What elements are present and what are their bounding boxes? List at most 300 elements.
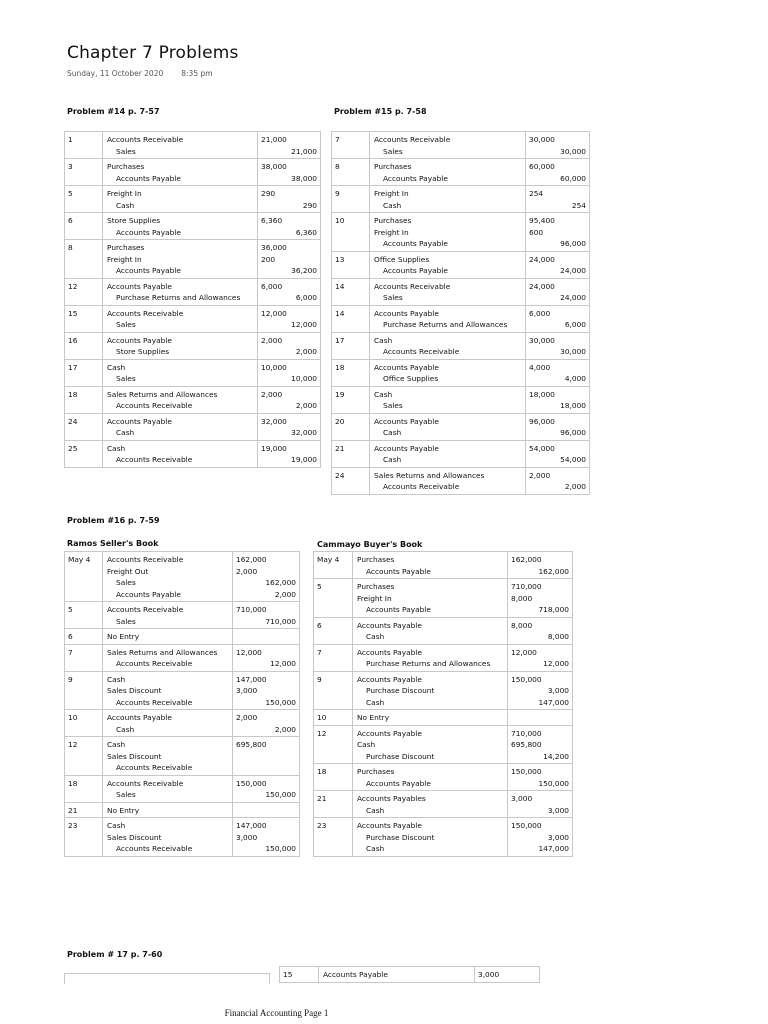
debit-account-name: Freight In — [107, 189, 142, 198]
debit-account-name: Cash — [107, 740, 126, 749]
entry-date: 12 — [314, 725, 353, 764]
entry-date: 20 — [332, 413, 370, 440]
entry-amounts — [526, 386, 590, 413]
debit-account-name: No Entry — [107, 632, 140, 641]
debit-account-name: Accounts Receivable — [374, 135, 451, 144]
entry-accounts — [353, 764, 508, 791]
debit-amount: 21,000 — [261, 135, 287, 144]
debit-amount: 12,000 — [236, 647, 262, 657]
entry-amounts — [508, 710, 573, 726]
journal-entry-row — [332, 186, 590, 213]
journal-entry-row — [65, 818, 300, 857]
entry-date: 21 — [65, 802, 103, 818]
credit-account-name: Cash — [383, 200, 402, 210]
credit-account-name: Cash — [383, 428, 402, 437]
debit-amount: 695,800 — [236, 740, 267, 749]
credit-account-name: Cash — [383, 455, 402, 464]
entry-accounts — [103, 278, 258, 305]
debit-account-name: Purchases — [374, 162, 412, 171]
entry-amounts — [526, 413, 590, 440]
debit-amount: 6,000 — [261, 281, 283, 291]
debit-amount: 3,000 — [236, 832, 258, 842]
credit-account-name: Purchase Discount — [366, 686, 435, 695]
entry-accounts — [319, 967, 475, 983]
journal-entry-row — [332, 386, 590, 413]
credit-account-name: Accounts Payable — [116, 589, 181, 599]
debit-account-name: Cash — [357, 740, 376, 749]
journal-entry-row — [314, 791, 573, 818]
credit-account-name: Accounts Payable — [383, 173, 448, 183]
debit-amount: 6,360 — [261, 216, 283, 225]
journal-entry-row — [65, 132, 321, 159]
credit-account-name: Accounts Receivable — [383, 347, 460, 356]
credit-account-name: Accounts Receivable — [116, 659, 193, 668]
debit-amount: 2,000 — [236, 713, 258, 722]
entry-amounts — [233, 737, 300, 776]
debit-account-name: Freight In — [357, 593, 392, 603]
entry-amounts — [508, 764, 573, 791]
entry-amounts — [258, 240, 321, 279]
entry-date: 9 — [65, 671, 103, 710]
entry-amounts — [233, 710, 300, 737]
credit-account-name: Accounts Payable — [366, 778, 431, 788]
entry-date: 17 — [332, 332, 370, 359]
entry-date: 7 — [314, 644, 353, 671]
credit-amount: 254 — [571, 200, 586, 210]
entry-date: 14 — [332, 278, 370, 305]
debit-account-name: Accounts Payable — [357, 647, 422, 657]
debit-amount: 710,000 — [236, 605, 267, 614]
credit-account-name: Sales — [383, 401, 403, 410]
entry-amounts — [258, 159, 321, 186]
debit-amount: 150,000 — [511, 674, 542, 684]
credit-amount: 12,000 — [543, 659, 569, 668]
entry-date: 10 — [65, 710, 103, 737]
journal-entry-row — [65, 413, 321, 440]
entry-amounts — [526, 278, 590, 305]
debit-account-name: Accounts Receivable — [107, 135, 184, 144]
page-title: Chapter 7 Problems — [67, 43, 239, 63]
debit-account-name: Accounts Receivable — [374, 281, 451, 291]
credit-account-name: Store Supplies — [116, 347, 170, 356]
entry-amounts — [233, 802, 300, 818]
credit-amount: 18,000 — [560, 401, 586, 410]
debit-account-name: Accounts Payable — [357, 821, 422, 830]
entry-date: 6 — [65, 213, 103, 240]
debit-account-name: Accounts Payable — [374, 308, 439, 318]
entry-date: 12 — [65, 278, 103, 305]
credit-account-name: Accounts Payable — [366, 566, 431, 576]
entry-date: 3 — [65, 159, 103, 186]
credit-account-name: Cash — [366, 844, 385, 853]
credit-amount: 2,000 — [295, 347, 317, 356]
entry-amounts — [258, 386, 321, 413]
entry-accounts — [370, 278, 526, 305]
credit-amount: 150,000 — [265, 790, 296, 799]
problem-17-right-journal-table — [279, 966, 540, 983]
entry-accounts — [103, 818, 233, 857]
credit-amount: 3,000 — [547, 686, 569, 695]
entry-date: 7 — [65, 644, 103, 671]
journal-entry-row — [332, 251, 590, 278]
credit-account-name: Sales — [116, 374, 136, 383]
credit-account-name: Purchase Returns and Allowances — [383, 320, 508, 329]
journal-entry-row — [332, 132, 590, 159]
credit-amount: 150,000 — [265, 697, 296, 707]
problem-17-right-table-partial — [279, 966, 541, 983]
debit-account-name: Cash — [374, 335, 393, 345]
debit-account-name: Freight In — [107, 254, 142, 264]
entry-date: 9 — [332, 186, 370, 213]
entry-accounts — [353, 552, 508, 579]
entry-amounts — [233, 775, 300, 802]
credit-account-name: Accounts Payable — [116, 266, 181, 275]
journal-entry-row — [280, 967, 540, 983]
problem-14-label: Problem #14 p. 7-57 — [67, 107, 160, 116]
entry-accounts — [103, 602, 233, 629]
entry-amounts — [233, 644, 300, 671]
credit-amount: 24,000 — [560, 293, 586, 302]
credit-amount: 290 — [302, 200, 317, 210]
debit-amount: 162,000 — [511, 555, 542, 564]
debit-account-name: Accounts Payable — [107, 713, 172, 722]
journal-entry-row — [332, 413, 590, 440]
journal-entry-row — [65, 629, 300, 645]
entry-accounts — [103, 710, 233, 737]
debit-amount: 290 — [261, 189, 276, 198]
debit-amount: 150,000 — [511, 767, 542, 776]
credit-amount: 96,000 — [560, 428, 586, 437]
entry-accounts — [353, 644, 508, 671]
debit-amount: 3,000 — [478, 970, 500, 979]
credit-account-name: Sales — [116, 790, 136, 799]
entry-accounts — [370, 332, 526, 359]
debit-account-name: Cash — [107, 674, 126, 684]
journal-entry-row — [65, 359, 321, 386]
seller-journal-table — [64, 551, 300, 857]
credit-amount: 162,000 — [265, 578, 296, 587]
entry-date: 25 — [65, 440, 103, 467]
entry-date: 19 — [332, 386, 370, 413]
entry-amounts — [526, 440, 590, 467]
entry-accounts — [370, 186, 526, 213]
credit-amount: 147,000 — [538, 697, 569, 707]
entry-accounts — [103, 671, 233, 710]
debit-amount: 2,000 — [529, 470, 551, 480]
entry-amounts — [508, 644, 573, 671]
debit-account-name: Accounts Payables — [357, 794, 426, 803]
credit-account-name: Accounts Payable — [116, 227, 181, 237]
entry-date: 5 — [65, 186, 103, 213]
journal-entry-row — [314, 671, 573, 710]
buyer-book-label: Cammayo Buyer's Book — [317, 540, 423, 549]
journal-entry-row — [332, 440, 590, 467]
entry-date: 6 — [65, 629, 103, 645]
credit-amount: 4,000 — [564, 374, 586, 383]
debit-account-name: Freight In — [374, 227, 409, 237]
entry-date: 15 — [65, 305, 103, 332]
credit-amount: 162,000 — [538, 566, 569, 576]
entry-accounts — [103, 159, 258, 186]
entry-amounts — [508, 579, 573, 618]
entry-date: 9 — [314, 671, 353, 710]
credit-account-name: Cash — [366, 697, 385, 707]
journal-entry-row — [65, 332, 321, 359]
credit-account-name: Accounts Payable — [383, 266, 448, 275]
debit-amount: 600 — [529, 227, 544, 237]
credit-account-name: Purchase Discount — [366, 751, 435, 761]
entry-accounts — [353, 791, 508, 818]
entry-date: May 4 — [65, 552, 103, 602]
journal-entry-row — [65, 710, 300, 737]
entry-accounts — [353, 725, 508, 764]
debit-amount: 2,000 — [261, 389, 283, 399]
entry-accounts — [370, 413, 526, 440]
journal-entry-row — [65, 737, 300, 776]
debit-account-name: Cash — [107, 362, 126, 372]
entry-accounts — [103, 629, 233, 645]
debit-account-name: Freight Out — [107, 566, 149, 576]
entry-accounts — [103, 386, 258, 413]
entry-amounts — [508, 617, 573, 644]
entry-date: 5 — [314, 579, 353, 618]
credit-amount: 2,000 — [274, 724, 296, 734]
debit-amount: 147,000 — [236, 674, 267, 684]
entry-accounts — [370, 159, 526, 186]
entry-accounts — [353, 710, 508, 726]
credit-account-name: Sales — [116, 616, 136, 626]
entry-amounts — [233, 552, 300, 602]
journal-entry-row — [65, 159, 321, 186]
credit-account-name: Accounts Receivable — [116, 401, 193, 410]
entry-accounts — [370, 251, 526, 278]
debit-amount: 4,000 — [529, 362, 551, 372]
debit-amount: 2,000 — [236, 566, 258, 576]
credit-account-name: Sales — [116, 578, 136, 587]
debit-amount: 96,000 — [529, 416, 555, 426]
credit-account-name: Cash — [116, 200, 135, 210]
entry-date: 6 — [314, 617, 353, 644]
credit-amount: 718,000 — [538, 605, 569, 614]
credit-account-name: Accounts Receivable — [116, 455, 193, 464]
problem-17-left-table-partial — [64, 973, 270, 984]
entry-date: 24 — [332, 467, 370, 494]
debit-amount: 36,000 — [261, 243, 287, 252]
credit-account-name: Accounts Receivable — [383, 482, 460, 491]
entry-date: 13 — [332, 251, 370, 278]
credit-account-name: Sales — [116, 146, 136, 156]
problem-15-journal-table — [331, 131, 590, 495]
entry-date: 16 — [65, 332, 103, 359]
entry-date: 21 — [332, 440, 370, 467]
credit-amount: 147,000 — [538, 844, 569, 853]
credit-amount: 36,200 — [291, 266, 317, 275]
journal-entry-row — [332, 278, 590, 305]
credit-amount: 6,000 — [295, 293, 317, 302]
entry-date: 10 — [314, 710, 353, 726]
debit-account-name: Accounts Receivable — [107, 605, 184, 614]
credit-amount: 8,000 — [547, 632, 569, 641]
entry-accounts — [370, 305, 526, 332]
entry-accounts — [103, 240, 258, 279]
entry-accounts — [103, 213, 258, 240]
entry-accounts — [353, 671, 508, 710]
journal-entry-row — [65, 305, 321, 332]
debit-amount: 200 — [261, 254, 276, 264]
entry-accounts — [103, 413, 258, 440]
entry-date: 18 — [332, 359, 370, 386]
entry-amounts — [258, 359, 321, 386]
entry-date: 23 — [65, 818, 103, 857]
entry-accounts — [370, 440, 526, 467]
journal-entry-row — [65, 440, 321, 467]
debit-account-name: Sales Returns and Allowances — [107, 647, 218, 657]
credit-account-name: Sales — [383, 146, 403, 156]
credit-account-name: Cash — [116, 428, 135, 437]
journal-entry-row — [65, 552, 300, 602]
debit-amount: 30,000 — [529, 335, 555, 345]
problem-16-label: Problem #16 p. 7-59 — [67, 516, 160, 525]
journal-entry-row — [65, 240, 321, 279]
debit-amount: 6,000 — [529, 308, 551, 318]
entry-amounts — [526, 159, 590, 186]
credit-account-name: Sales — [116, 320, 136, 329]
debit-amount: 3,000 — [511, 794, 533, 803]
debit-account-name: No Entry — [357, 713, 390, 722]
debit-account-name: Accounts Payable — [374, 416, 439, 426]
journal-entry-row — [332, 305, 590, 332]
entry-date: May 4 — [314, 552, 353, 579]
credit-account-name: Purchase Discount — [366, 832, 435, 842]
debit-amount: 38,000 — [261, 162, 287, 171]
journal-entry-row — [65, 213, 321, 240]
credit-amount: 3,000 — [547, 805, 569, 815]
credit-account-name: Accounts Receivable — [116, 697, 193, 707]
entry-amounts — [526, 186, 590, 213]
debit-account-name: Accounts Payable — [357, 728, 422, 738]
credit-account-name: Cash — [366, 805, 385, 815]
debit-amount: 150,000 — [236, 778, 267, 788]
debit-amount: 30,000 — [529, 135, 555, 144]
debit-account-name: No Entry — [107, 805, 140, 815]
credit-account-name: Accounts Receivable — [116, 844, 193, 853]
entry-accounts — [103, 644, 233, 671]
debit-account-name: Accounts Receivable — [107, 308, 184, 318]
entry-amounts — [258, 186, 321, 213]
debit-account-name: Purchases — [107, 162, 145, 171]
credit-amount: 2,000 — [564, 482, 586, 491]
problem-15-label: Problem #15 p. 7-58 — [334, 107, 427, 116]
credit-amount: 6,000 — [564, 320, 586, 329]
entry-amounts — [526, 213, 590, 252]
entry-accounts — [103, 359, 258, 386]
debit-amount: 710,000 — [511, 728, 542, 738]
journal-entry-row — [332, 467, 590, 494]
debit-amount: 8,000 — [511, 593, 533, 603]
debit-account-name: Purchases — [107, 243, 145, 252]
credit-amount: 24,000 — [560, 266, 586, 275]
journal-entry-row — [314, 818, 573, 857]
entry-date: 24 — [65, 413, 103, 440]
entry-amounts — [526, 359, 590, 386]
entry-amounts — [508, 791, 573, 818]
entry-accounts — [103, 186, 258, 213]
debit-account-name: Accounts Payable — [357, 674, 422, 684]
journal-entry-row — [65, 186, 321, 213]
debit-account-name: Sales Discount — [107, 686, 162, 695]
credit-account-name: Cash — [116, 724, 135, 734]
entry-date: 23 — [314, 818, 353, 857]
debit-account-name: Store Supplies — [107, 216, 161, 225]
debit-account-name: Cash — [107, 821, 126, 830]
credit-amount: 10,000 — [291, 374, 317, 383]
journal-entry-row — [332, 332, 590, 359]
journal-entry-row — [314, 644, 573, 671]
debit-account-name: Purchases — [357, 555, 395, 564]
entry-date: 8 — [332, 159, 370, 186]
entry-amounts — [258, 278, 321, 305]
debit-account-name: Purchases — [357, 767, 395, 776]
debit-account-name: Cash — [107, 443, 126, 453]
problem-14-journal-table — [64, 131, 321, 468]
credit-amount: 12,000 — [291, 320, 317, 329]
entry-amounts — [233, 818, 300, 857]
debit-amount: 147,000 — [236, 821, 267, 830]
debit-amount: 95,400 — [529, 216, 555, 225]
seller-book-label: Ramos Seller's Book — [67, 539, 159, 548]
credit-amount: 2,000 — [295, 401, 317, 410]
credit-account-name: Office Supplies — [383, 374, 439, 383]
debit-account-name: Purchases — [357, 582, 395, 591]
journal-entry-row — [65, 644, 300, 671]
debit-amount: 162,000 — [236, 555, 267, 564]
entry-amounts — [233, 602, 300, 629]
debit-account-name: Office Supplies — [374, 254, 430, 264]
debit-account-name: Accounts Receivable — [107, 555, 184, 564]
debit-account-name: Accounts Receivable — [107, 778, 184, 788]
journal-entry-row — [314, 552, 573, 579]
entry-accounts — [353, 818, 508, 857]
page-footer: Financial Accounting Page 1 — [224, 1008, 329, 1018]
entry-date: 7 — [332, 132, 370, 159]
debit-amount: 254 — [529, 189, 544, 198]
entry-accounts — [353, 617, 508, 644]
problem-17-label: Problem # 17 p. 7-60 — [67, 950, 163, 959]
entry-accounts — [370, 386, 526, 413]
debit-amount: 8,000 — [511, 620, 533, 630]
debit-amount: 24,000 — [529, 254, 555, 264]
credit-amount: 96,000 — [560, 239, 586, 248]
entry-amounts — [258, 305, 321, 332]
entry-date: 12 — [65, 737, 103, 776]
entry-amounts — [508, 671, 573, 710]
journal-entry-row — [65, 671, 300, 710]
journal-entry-row — [314, 725, 573, 764]
journal-entry-row — [332, 213, 590, 252]
credit-amount: 3,000 — [547, 832, 569, 842]
credit-amount: 21,000 — [291, 146, 317, 156]
debit-account-name: Purchases — [374, 216, 412, 225]
debit-account-name: Accounts Payable — [374, 362, 439, 372]
page-date: Sunday, 11 October 2020 — [67, 69, 164, 78]
entry-accounts — [370, 213, 526, 252]
journal-entry-row — [65, 775, 300, 802]
entry-amounts — [526, 305, 590, 332]
debit-account-name: Sales Returns and Allowances — [107, 389, 218, 399]
credit-account-name: Purchase Returns and Allowances — [366, 659, 491, 668]
entry-amounts — [508, 552, 573, 579]
debit-amount: 12,000 — [261, 308, 287, 318]
